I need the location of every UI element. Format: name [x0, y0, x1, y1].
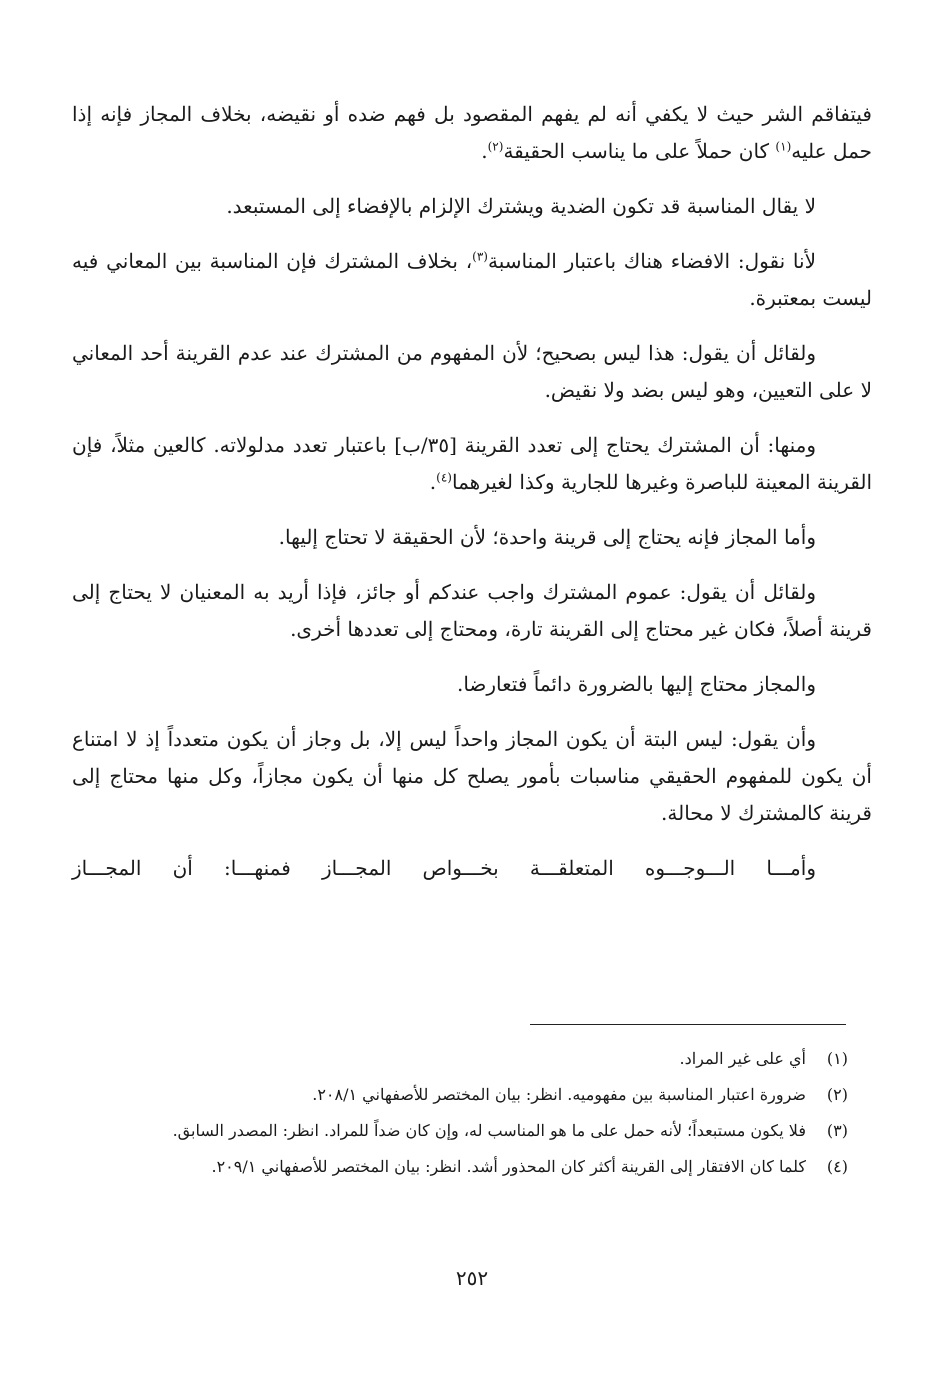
paragraph [72, 519, 872, 556]
paragraph [72, 850, 872, 887]
footnote-number: (٢) [826, 1085, 848, 1104]
text-run: لأنا نقول: الافضاء هناك باعتبار المناسبة [487, 249, 816, 273]
paragraph [72, 243, 872, 317]
footnote-text: ضرورة اعتبار المناسبة بين مفهوميه. انظر: بيان المختصر للأصفهاني ٢٠٨/١. [312, 1085, 806, 1104]
text-run: لا يقال المناسبة قد تكون الضدية ويشترك الإلزام بالإفضاء إلى المستبعد. [226, 194, 816, 218]
text-run: ولقائل أن يقول: عموم المشترك واجب عندكم أو جائز، فإذا أريد به المعنيان لا يحتاج إلى قرينة أصلاً، فكان غير محتاج إلى القرينة تارة، ومحتاج إلى تعددها أخرى. [72, 580, 872, 641]
paragraph [72, 666, 872, 703]
footnote-text: أي على غير المراد. [679, 1049, 806, 1068]
text-run: فيتفاقم الشر حيث لا يكفي أنه لم يفهم المقصود بل فهم ضده أو نقيضه، بخلاف المجاز فإنه إذا حمل عليه [72, 102, 872, 163]
text-run: كان حملاً على ما يناسب الحقيقة [503, 139, 776, 163]
footnote-ref: (٢) [487, 139, 504, 154]
footnote [72, 1042, 848, 1076]
footnote-text: كلما كان الافتقار إلى القرينة أكثر كان المحذور أشد. انظر: بيان المختصر للأصفهاني ٢٠٩/١. [211, 1157, 806, 1176]
text-run: وأن يقول: ليس البتة أن يكون المجاز واحداً ليس إلا، بل وجاز أن يكون متعدداً إذ لا امتناع أن يكون للمفهوم الحقيقي مناسبات بأمور يصلح كل منها أن يكون مجازاً، وكل منها محتاج إلى قرينة كالمشترك لا محالة. [72, 727, 872, 825]
paragraph [72, 335, 872, 409]
footnote [72, 1114, 848, 1148]
main-text [72, 96, 872, 905]
paragraph [72, 188, 872, 225]
footnote-number: (٤) [826, 1157, 848, 1176]
paragraph [72, 721, 872, 832]
footnote-ref: (٣) [472, 249, 488, 264]
text-run: ولقائل أن يقول: هذا ليس بصحيح؛ لأن المفهوم من المشترك عند عدم القرينة أحد المعاني لا على التعيين، وهو ليس بضد ولا نقيض. [72, 341, 872, 402]
footnote-text: فلا يكون مستبعداً؛ لأنه حمل على ما هو المناسب له، وإن كان ضداً للمراد. انظر: المصدر السابق. [172, 1121, 806, 1140]
footnote-separator [530, 1024, 846, 1025]
footnotes [72, 1042, 848, 1186]
paragraph [72, 427, 872, 501]
footnote-ref: (١) [775, 139, 792, 154]
text-run: ومنها: أن المشترك يحتاج إلى تعدد القرينة [٣٥/ب] باعتبار تعدد مدلولاته. كالعين مثلاً، فإن القرينة المعينة للباصرة وغيرها للجارية وكذا لغيرهما [72, 433, 872, 494]
text-run: وأمـــا الـــوجـــوه المتعلقـــة بخـــواص المجـــاز فمنهـــا: أن المجـــاز [72, 856, 816, 880]
footnote [72, 1150, 848, 1184]
footnote [72, 1078, 848, 1112]
text-run: ، بخلاف المشترك فإن المناسبة بين المعاني فيه ليست بمعتبرة. [72, 249, 872, 310]
paragraph [72, 96, 872, 170]
page-number: ٢٥٢ [455, 1266, 489, 1290]
text-run: وأما المجاز فإنه يحتاج إلى قرينة واحدة؛ لأن الحقيقة لا تحتاج إليها. [278, 525, 816, 549]
footnote-number: (٣) [826, 1121, 848, 1140]
text-run: . [481, 139, 488, 163]
footnote-ref: (٤) [436, 470, 452, 485]
footnote-number: (١) [826, 1049, 848, 1068]
text-run: والمجاز محتاج إليها بالضرورة دائماً فتعارضا. [456, 672, 816, 696]
text-run: . [429, 470, 437, 494]
paragraph [72, 574, 872, 648]
